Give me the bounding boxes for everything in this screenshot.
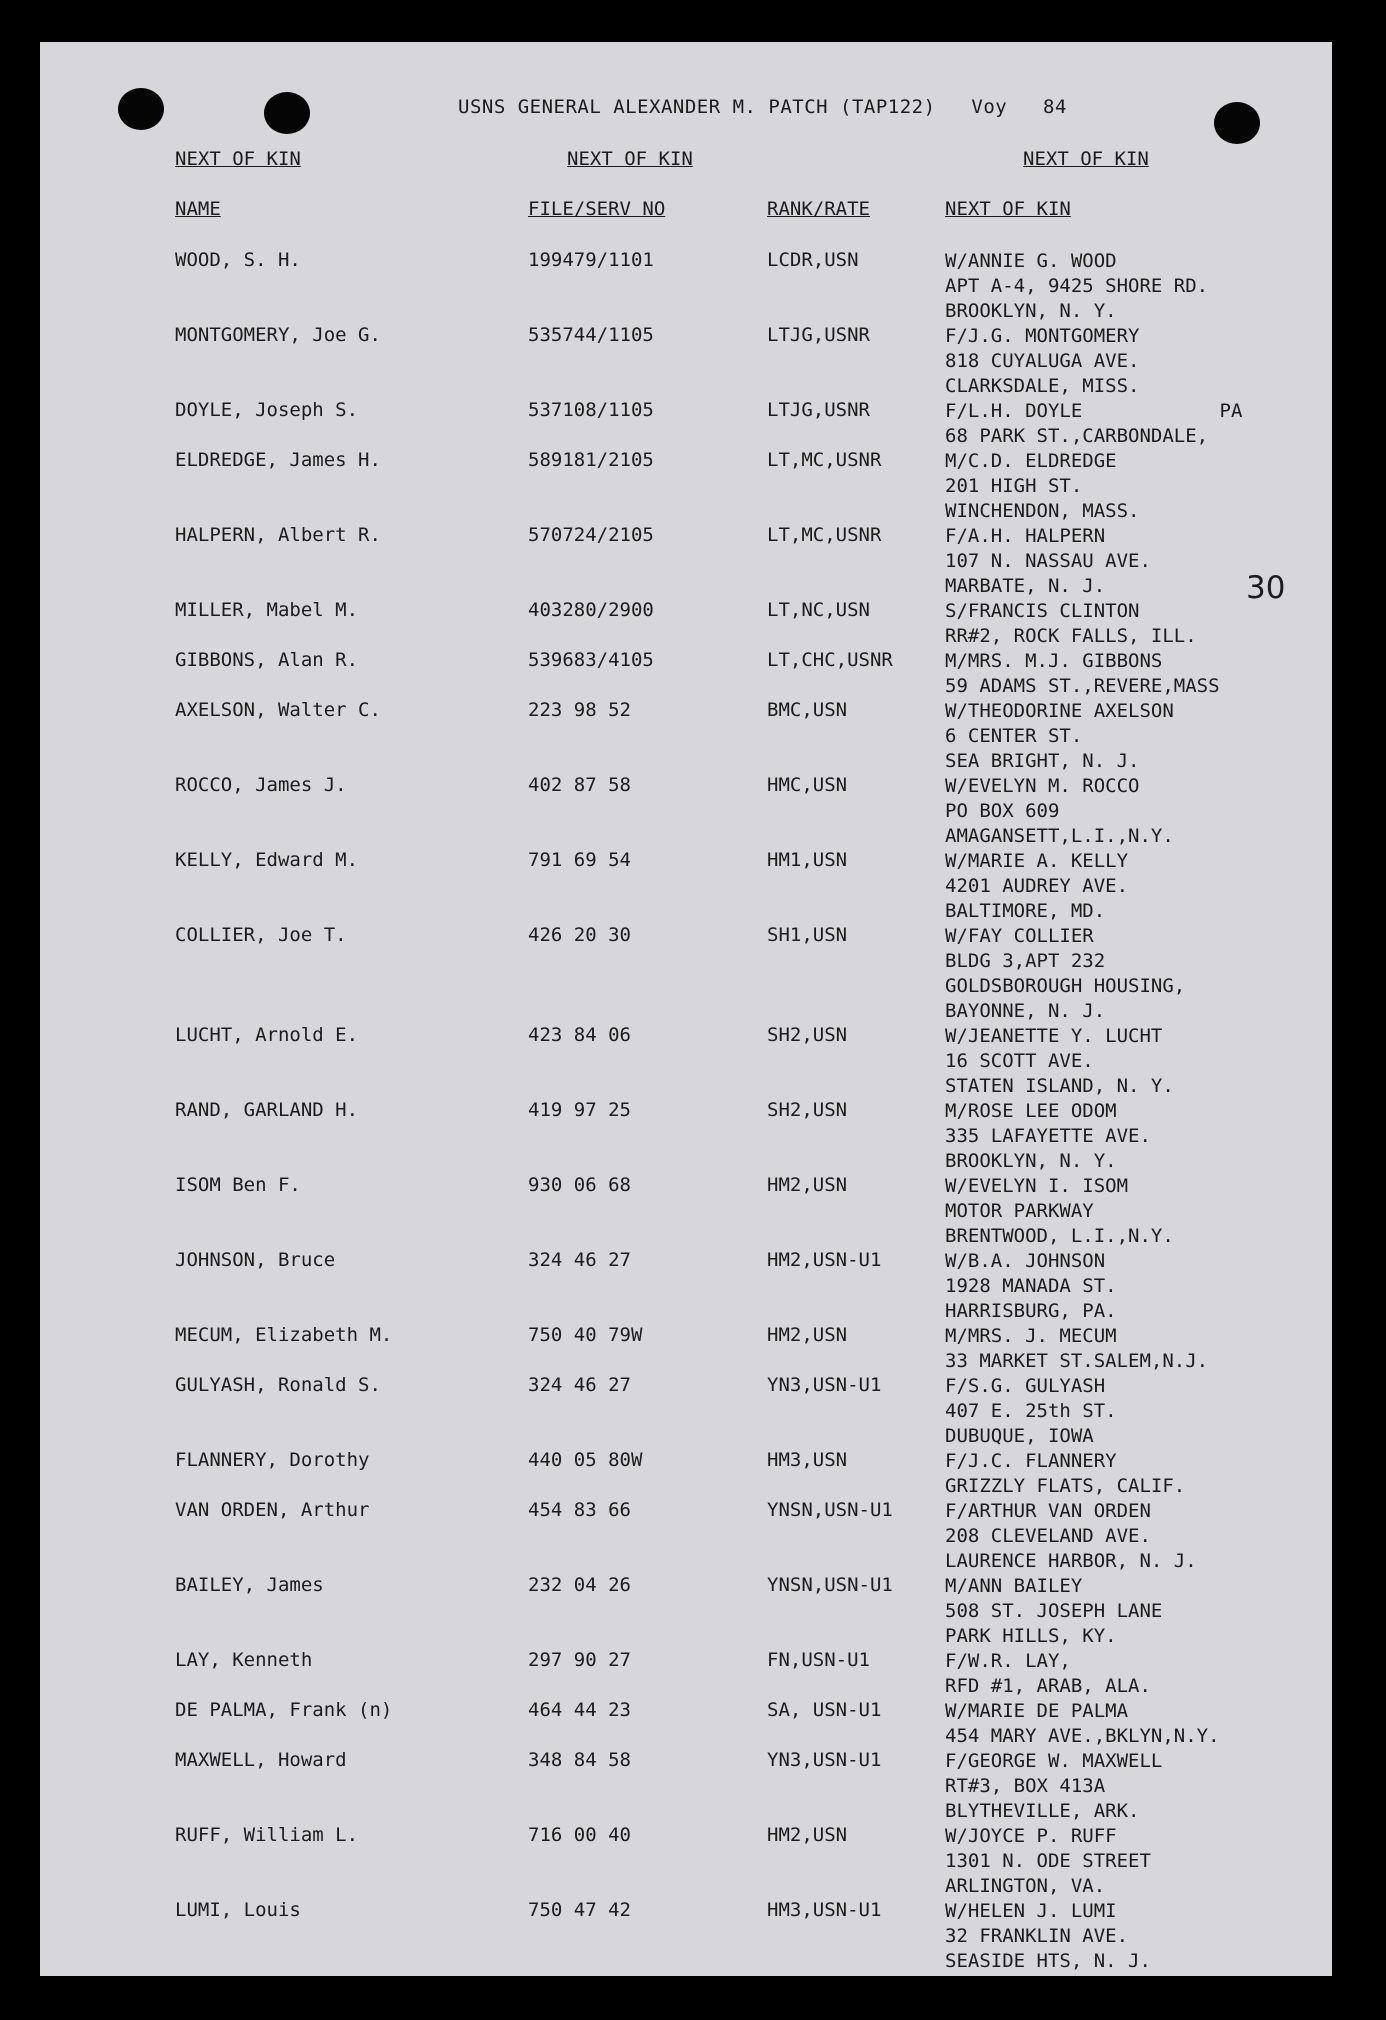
next-of-kin (945, 924, 1185, 1024)
next-of-kin-line: 1301 N. ODE STREET (945, 1850, 1151, 1872)
next-of-kin (945, 399, 1242, 449)
column-header-file: FILE/SERV NO (528, 198, 666, 220)
next-of-kin (945, 849, 1128, 924)
next-of-kin-line: W/B.A. JOHNSON (945, 1250, 1106, 1272)
next-of-kin (945, 1699, 1220, 1749)
rank-rate: FN,USN-U1 (767, 1649, 870, 1671)
next-of-kin-line: F/ARTHUR VAN ORDEN (945, 1500, 1151, 1522)
page-number: 30 (1246, 570, 1286, 606)
next-of-kin-line: 4201 AUDREY AVE. (945, 875, 1129, 897)
next-of-kin-line: BALTIMORE, MD. (945, 900, 1106, 922)
next-of-kin-line: ARLINGTON, VA. (945, 1875, 1106, 1897)
person-name: DOYLE, Joseph S. (175, 399, 359, 421)
next-of-kin-line: SEASIDE HTS, N. J. (945, 1950, 1151, 1972)
next-of-kin (945, 649, 1220, 699)
file-serv-number: 570724/2105 (528, 524, 654, 546)
next-of-kin-line: BROOKLYN, N. Y. (945, 1150, 1117, 1172)
rank-rate: LT,MC,USNR (767, 449, 882, 471)
next-of-kin-line: HARRISBURG, PA. (945, 1300, 1117, 1322)
rank-rate: HM2,USN (767, 1824, 848, 1846)
file-serv-number: 716 00 40 (528, 1824, 631, 1846)
next-of-kin-line: M/ANN BAILEY (945, 1575, 1083, 1597)
next-of-kin-line: F/W.R. LAY, (945, 1650, 1071, 1672)
person-name: MECUM, Elizabeth M. (175, 1324, 393, 1346)
person-name: WOOD, S. H. (175, 249, 301, 271)
next-of-kin-line: W/FAY COLLIER (945, 925, 1094, 947)
file-serv-number: 535744/1105 (528, 324, 654, 346)
next-of-kin (945, 1899, 1151, 1974)
next-of-kin-line: WINCHENDON, MASS. (945, 500, 1140, 522)
rank-rate: LT,CHC,USNR (767, 649, 893, 671)
file-serv-number: 232 04 26 (528, 1574, 631, 1596)
next-of-kin-line: MARBATE, N. J. (945, 575, 1106, 597)
punch-hole-right (1214, 102, 1260, 144)
next-of-kin (945, 774, 1174, 849)
next-of-kin-line: 32 FRANKLIN AVE. (945, 1925, 1129, 1947)
file-serv-number: 324 46 27 (528, 1374, 631, 1396)
person-name: FLANNERY, Dorothy (175, 1449, 370, 1471)
rank-rate: YN3,USN-U1 (767, 1374, 882, 1396)
file-serv-number: 750 47 42 (528, 1899, 631, 1921)
next-of-kin-line: CLARKSDALE, MISS. (945, 375, 1140, 397)
next-of-kin-line: 1928 MANADA ST. (945, 1275, 1117, 1297)
file-serv-number: 348 84 58 (528, 1749, 631, 1771)
next-of-kin-line: GRIZZLY FLATS, CALIF. (945, 1475, 1186, 1497)
file-serv-number: 464 44 23 (528, 1699, 631, 1721)
rank-rate: SA, USN-U1 (767, 1699, 882, 1721)
person-name: HALPERN, Albert R. (175, 524, 381, 546)
next-of-kin-line: F/GEORGE W. MAXWELL (945, 1750, 1163, 1772)
rank-rate: LTJG,USNR (767, 399, 870, 421)
column-header-kin: NEXT OF KIN (945, 198, 1071, 220)
file-serv-number: 589181/2105 (528, 449, 654, 471)
column-header-rank: RANK/RATE (767, 198, 870, 220)
rank-rate: SH2,USN (767, 1099, 848, 1121)
rank-rate: HM2,USN (767, 1174, 848, 1196)
rank-rate: YNSN,USN-U1 (767, 1499, 893, 1521)
punch-hole-center (264, 92, 310, 134)
person-name: VAN ORDEN, Arthur (175, 1499, 370, 1521)
section-header-right: NEXT OF KIN (1023, 148, 1149, 170)
person-name: MONTGOMERY, Joe G. (175, 324, 381, 346)
next-of-kin (945, 1099, 1151, 1174)
rank-rate: SH1,USN (767, 924, 848, 946)
next-of-kin-line: LAURENCE HARBOR, N. J. (945, 1550, 1197, 1572)
next-of-kin-line: 335 LAFAYETTE AVE. (945, 1125, 1151, 1147)
rank-rate: YN3,USN-U1 (767, 1749, 882, 1771)
person-name: ROCCO, James J. (175, 774, 347, 796)
next-of-kin-line: 454 MARY AVE.,BKLYN,N.Y. (945, 1725, 1220, 1747)
file-serv-number: 297 90 27 (528, 1649, 631, 1671)
next-of-kin-line: M/MRS. M.J. GIBBONS (945, 650, 1163, 672)
next-of-kin-line: BLYTHEVILLE, ARK. (945, 1800, 1140, 1822)
next-of-kin-line: STATEN ISLAND, N. Y. (945, 1075, 1174, 1097)
rank-rate: HM3,USN-U1 (767, 1899, 882, 1921)
section-header-center: NEXT OF KIN (567, 148, 693, 170)
file-serv-number: 440 05 80W (528, 1449, 643, 1471)
next-of-kin (945, 1499, 1197, 1574)
person-name: RAND, GARLAND H. (175, 1099, 359, 1121)
person-name: KELLY, Edward M. (175, 849, 359, 871)
next-of-kin (945, 524, 1151, 599)
next-of-kin-line: BROOKLYN, N. Y. (945, 300, 1117, 322)
next-of-kin-line: W/JOYCE P. RUFF (945, 1825, 1117, 1847)
next-of-kin-line: BLDG 3,APT 232 (945, 950, 1106, 972)
next-of-kin-line: W/ANNIE G. WOOD (945, 250, 1117, 272)
next-of-kin (945, 1024, 1174, 1099)
file-serv-number: 199479/1101 (528, 249, 654, 271)
next-of-kin-line: 508 ST. JOSEPH LANE (945, 1600, 1163, 1622)
person-name: LUCHT, Arnold E. (175, 1024, 359, 1046)
next-of-kin (945, 1749, 1162, 1824)
rank-rate: HM1,USN (767, 849, 848, 871)
next-of-kin-line: 59 ADAMS ST.,REVERE,MASS (945, 675, 1220, 697)
rank-rate: SH2,USN (767, 1024, 848, 1046)
next-of-kin-line: GOLDSBOROUGH HOUSING, (945, 975, 1186, 997)
next-of-kin-line: 16 SCOTT AVE. (945, 1050, 1094, 1072)
next-of-kin (945, 699, 1174, 774)
person-name: JOHNSON, Bruce (175, 1249, 336, 1271)
next-of-kin-line: 6 CENTER ST. (945, 725, 1083, 747)
next-of-kin-line: W/EVELYN I. ISOM (945, 1175, 1129, 1197)
next-of-kin (945, 1249, 1117, 1324)
rank-rate: LT,NC,USN (767, 599, 870, 621)
next-of-kin-line: F/L.H. DOYLE PA (945, 400, 1243, 422)
next-of-kin (945, 1374, 1117, 1449)
rank-rate: YNSN,USN-U1 (767, 1574, 893, 1596)
person-name: COLLIER, Joe T. (175, 924, 347, 946)
file-serv-number: 324 46 27 (528, 1249, 631, 1271)
file-serv-number: 223 98 52 (528, 699, 631, 721)
file-serv-number: 419 97 25 (528, 1099, 631, 1121)
rank-rate: LTJG,USNR (767, 324, 870, 346)
next-of-kin-line: 818 CUYALUGA AVE. (945, 350, 1140, 372)
next-of-kin-line: W/THEODORINE AXELSON (945, 700, 1174, 722)
file-serv-number: 426 20 30 (528, 924, 631, 946)
person-name: AXELSON, Walter C. (175, 699, 381, 721)
next-of-kin (945, 1649, 1151, 1699)
next-of-kin (945, 449, 1139, 524)
punch-hole-left (118, 88, 164, 130)
next-of-kin (945, 1324, 1208, 1374)
file-serv-number: 403280/2900 (528, 599, 654, 621)
person-name: ISOM Ben F. (175, 1174, 301, 1196)
next-of-kin-line: BRENTWOOD, L.I.,N.Y. (945, 1225, 1174, 1247)
person-name: MAXWELL, Howard (175, 1749, 347, 1771)
file-serv-number: 930 06 68 (528, 1174, 631, 1196)
next-of-kin-line: PO BOX 609 (945, 800, 1060, 822)
person-name: LUMI, Louis (175, 1899, 301, 1921)
ship-title: USNS GENERAL ALEXANDER M. PATCH (TAP122) (458, 96, 936, 118)
rank-rate: HM2,USN (767, 1324, 848, 1346)
rank-rate: HM3,USN (767, 1449, 848, 1471)
next-of-kin-line: M/MRS. J. MECUM (945, 1325, 1117, 1347)
next-of-kin (945, 324, 1139, 399)
document-page (40, 42, 1332, 1976)
next-of-kin-line: 33 MARKET ST.SALEM,N.J. (945, 1350, 1209, 1372)
next-of-kin-line: M/C.D. ELDREDGE (945, 450, 1117, 472)
next-of-kin-line: PARK HILLS, KY. (945, 1625, 1117, 1647)
next-of-kin-line: AMAGANSETT,L.I.,N.Y. (945, 825, 1174, 847)
column-header-name: NAME (175, 198, 221, 220)
rank-rate: HM2,USN-U1 (767, 1249, 882, 1271)
voyage-number: Voy 84 (971, 96, 1067, 118)
next-of-kin (945, 599, 1197, 649)
next-of-kin-line: 208 CLEVELAND AVE. (945, 1525, 1151, 1547)
next-of-kin (945, 1574, 1162, 1649)
next-of-kin-line: 201 HIGH ST. (945, 475, 1083, 497)
next-of-kin-line: RFD #1, ARAB, ALA. (945, 1675, 1151, 1697)
next-of-kin-line: W/MARIE DE PALMA (945, 1700, 1129, 1722)
next-of-kin-line: 68 PARK ST.,CARBONDALE, (945, 425, 1209, 447)
next-of-kin-line: F/S.G. GULYASH (945, 1375, 1106, 1397)
section-header-left: NEXT OF KIN (175, 148, 301, 170)
rank-rate: BMC,USN (767, 699, 848, 721)
next-of-kin-line: SEA BRIGHT, N. J. (945, 750, 1140, 772)
next-of-kin-line: F/A.H. HALPERN (945, 525, 1106, 547)
next-of-kin-line: APT A-4, 9425 SHORE RD. (945, 275, 1209, 297)
next-of-kin-line: DUBUQUE, IOWA (945, 1425, 1094, 1447)
next-of-kin-line: W/MARIE A. KELLY (945, 850, 1129, 872)
next-of-kin-line: RT#3, BOX 413A (945, 1775, 1106, 1797)
file-serv-number: 402 87 58 (528, 774, 631, 796)
document-title-line (458, 96, 1067, 118)
next-of-kin (945, 1824, 1151, 1899)
rank-rate: LCDR,USN (767, 249, 859, 271)
next-of-kin-line: F/J.C. FLANNERY (945, 1450, 1117, 1472)
next-of-kin-line: F/J.G. MONTGOMERY (945, 325, 1140, 347)
next-of-kin (945, 249, 1208, 324)
file-serv-number: 423 84 06 (528, 1024, 631, 1046)
person-name: LAY, Kenneth (175, 1649, 313, 1671)
person-name: DE PALMA, Frank (n) (175, 1699, 393, 1721)
rank-rate: LT,MC,USNR (767, 524, 882, 546)
person-name: GIBBONS, Alan R. (175, 649, 359, 671)
next-of-kin-line: MOTOR PARKWAY (945, 1200, 1094, 1222)
rank-rate: HMC,USN (767, 774, 848, 796)
next-of-kin-line: W/HELEN J. LUMI (945, 1900, 1117, 1922)
person-name: MILLER, Mabel M. (175, 599, 359, 621)
file-serv-number: 791 69 54 (528, 849, 631, 871)
next-of-kin-line: M/ROSE LEE ODOM (945, 1100, 1117, 1122)
next-of-kin-line: 107 N. NASSAU AVE. (945, 550, 1151, 572)
person-name: GULYASH, Ronald S. (175, 1374, 381, 1396)
next-of-kin-line: RR#2, ROCK FALLS, ILL. (945, 625, 1197, 647)
person-name: RUFF, William L. (175, 1824, 359, 1846)
next-of-kin-line: W/JEANETTE Y. LUCHT (945, 1025, 1163, 1047)
next-of-kin-line: S/FRANCIS CLINTON (945, 600, 1140, 622)
file-serv-number: 750 40 79W (528, 1324, 643, 1346)
next-of-kin (945, 1174, 1174, 1249)
person-name: ELDREDGE, James H. (175, 449, 381, 471)
file-serv-number: 454 83 66 (528, 1499, 631, 1521)
next-of-kin (945, 1449, 1185, 1499)
person-name: BAILEY, James (175, 1574, 324, 1596)
next-of-kin-line: BAYONNE, N. J. (945, 1000, 1106, 1022)
next-of-kin-line: W/EVELYN M. ROCCO (945, 775, 1140, 797)
next-of-kin-line: 407 E. 25th ST. (945, 1400, 1117, 1422)
file-serv-number: 539683/4105 (528, 649, 654, 671)
file-serv-number: 537108/1105 (528, 399, 654, 421)
